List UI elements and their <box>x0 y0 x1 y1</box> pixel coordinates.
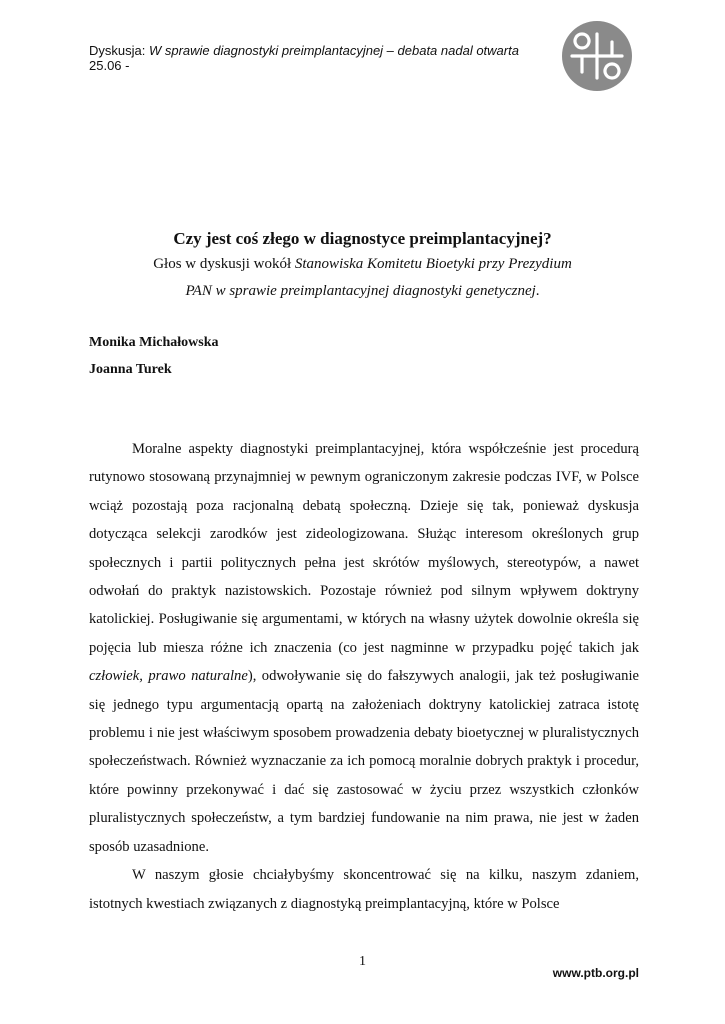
paragraph <box>89 435 639 861</box>
document-header <box>89 43 559 73</box>
header-topic-line <box>89 43 559 58</box>
paragraph-text: ), odwoływanie się do fałszywych analogii, jak też posługiwanie się jednego typu argumentacją opartą na założeniach doktryny katolickiej zatraca istotę problemu i nie jest właściwym sposobem prowadzenia debaty bioetycznej w pluralistycznych społeczeństwach. Również wyznaczanie za ich pomocą moralnie dobrych praktyk i procedur, które powinny przekonywać i dać się zastosować w życiu przez wszystkich członków pluralistycznych społeczeństw, a tym bardziej fundowanie na nim prawa, nie jest w żaden sposób uzasadnione. <box>89 668 639 855</box>
subtitle-italic-2: PAN w sprawie preimplantacyjnej diagnostyki genetycznej <box>185 283 536 299</box>
header-topic: W sprawie diagnostyki preimplantacyjnej – debata nadal otwarta <box>148 43 519 58</box>
author-name: Monika Michałowska <box>89 335 219 350</box>
paragraph-text: Moralne aspekty diagnostyki preimplantacyjnej, która współcześnie jest procedurą rutynowo stosowaną przynajmniej w pewnym ograniczonym zakresie podczas IVF, w Polsce wciąż pozostają poza racjonalną debatą społeczną. Dzieje się tak, ponieważ dyskusja dotycząca selekcji zarodków jest zideologizowana. Służąc interesom określonych grup społecznych i partii politycznych pełna jest skrótów myślowych, stereotypów, a nawet odwołań do praktyk nazistowskich. Pozostaje również pod silnym wpływem doktryny katolickiej. Posługiwanie się argumentami, w których na własny użytek dowolnie określa się pojęcia lub miesza różne ich znaczenia (co jest nagminne w przypadku pojęć takich jak <box>89 441 639 656</box>
subtitle-prefix: Głos w dyskusji wokół <box>153 256 295 272</box>
subtitle-suffix: . <box>535 283 540 299</box>
paragraph: W naszym głosie chciałybyśmy skoncentrować się na kilku, naszym zdaniem, istotnych kwestiach związanych z diagnostyką preimplantacyjną, które w Polsce <box>89 867 639 912</box>
author-name: Joanna Turek <box>89 362 172 377</box>
ptb-logo-icon <box>561 20 633 92</box>
header-prefix: Dyskusja: <box>89 43 149 58</box>
paragraph-italic-text: człowiek, prawo naturalne <box>89 668 248 685</box>
document-title: Czy jest coś złego w diagnostyce preimplantacyjnej? <box>173 229 552 248</box>
body-text <box>89 435 639 918</box>
footer-url: www.ptb.org.pl <box>552 966 639 980</box>
page-number: 1 <box>359 954 366 969</box>
header-date: 25.06 - <box>89 58 130 73</box>
subtitle-italic-1: Stanowiska Komitetu Bioetyki przy Prezydium <box>294 256 572 272</box>
document-subtitle <box>60 251 665 305</box>
